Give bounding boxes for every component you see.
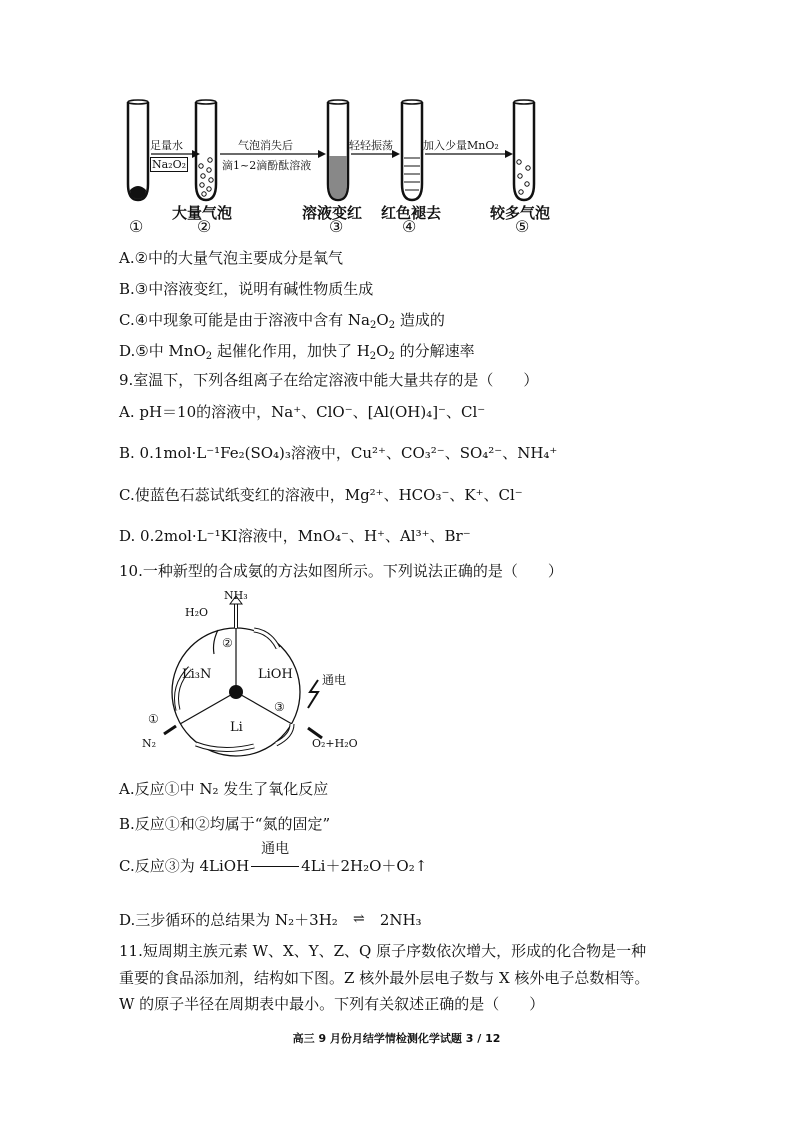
fig-electrolysis-label: 通电 [322,673,347,687]
q8-option-d: D.⑤中 MnO$_2$ 起催化作用，加快了 $H_2O_2$ 的分解速率 [119,342,475,362]
fig-li3n-label: Li₃N [182,667,212,682]
q8-option-b: B.③中溶液变红，说明有碱性物质生成 [119,280,374,298]
fig-lioh-label: LiOH [258,667,293,682]
arrow1-bottom-label: Na₂O₂ [152,158,187,171]
q10-option-c: C.反应③为 4LiOH 通电 4Li＋2H₂O＋O₂↑ [119,841,428,875]
fig-li-label: Li [230,720,243,735]
test-tube-3 [328,100,348,200]
q9-option-c: C.使蓝色石蕊试纸变红的溶液中，Mg²⁺、HCO₃⁻、K⁺、Cl⁻ [119,486,523,504]
tube3-label: 溶液变红 [302,204,363,222]
q9-option-b: B. 0.1mol·L⁻¹Fe₂(SO₄)₃溶液中，Cu²⁺、CO₃²⁻、SO₄²⁻、NH₄⁺ [119,444,558,462]
q10-option-b: B.反应①和②均属于“氮的固定” [119,815,331,833]
fig-step1-number: ① [148,712,159,726]
tube3-number: ③ [329,217,344,236]
fig-step2-number: ② [222,636,233,650]
arrow2-bottom-label: 滴1~2滴酚酞溶液 [222,159,312,172]
q11-line-2: 重要的食品添加剂，结构如下图。Z 核外最外层电子数与 X 核外电子总数相等。 [119,969,650,987]
equilibrium-arrow: ⇌ [352,911,365,927]
test-tube-4 [402,100,422,200]
q10-option-d: D.三步循环的总结果为 N₂＋3H₂ ⇌ 2NH₃ [119,911,422,929]
q8-option-c: C.④中现象可能是由于溶液中含有 $Na_2O_2$ 造成的 [119,311,445,331]
fig-o2-h2o-label: O₂+H₂O [312,737,358,750]
test-tube-2 [196,100,216,200]
arrow4-top-label: 加入少量MnO₂ [423,139,499,152]
page-footer: 高三 9 月份月结学情检测化学试题 3 / 12 [292,1032,501,1045]
q9-stem: 9.室温下，下列各组离子在给定溶液中能大量共存的是（ ） [119,371,539,389]
fig-nh3-label: NH₃ [224,589,248,602]
q11-line-3: W 的原子半径在周期表中最小。下列有关叙述正确的是（ ） [119,995,545,1013]
tube2-label: 大量气泡 [172,204,233,222]
fig-n2-label: N₂ [142,737,157,750]
reaction-condition: 通电 [261,841,290,857]
tube1-number: ① [129,217,144,236]
fig-step3-number: ③ [274,700,285,714]
fig-h2o-label: H₂O [185,606,209,619]
arrow2-top-label: 气泡消失后 [238,139,293,152]
tube5-label: 较多气泡 [490,204,551,222]
q8-option-a: A.②中的大量气泡主要成分是氧气 [119,249,344,267]
tube4-number: ④ [402,217,417,236]
q9-option-a: A. pH＝10的溶液中，Na⁺、ClO⁻、[Al(OH)₄]⁻、Cl⁻ [119,403,486,421]
q10-stem: 10.一种新型的合成氨的方法如图所示。下列说法正确的是（ ） [119,562,563,580]
q9-option-d: D. 0.2mol·L⁻¹KI溶液中，MnO₄⁻、H⁺、Al³⁺、Br⁻ [119,527,471,545]
arrow3-top-label: 轻轻振荡 [349,139,393,152]
arrow1-top-label: 足量水 [150,139,183,152]
q11-line-1: 11.短周期主族元素 W、X、Y、Z、Q 原子序数依次增大，形成的化合物是一种 [119,942,647,960]
tube4-label: 红色褪去 [381,204,442,222]
q10-option-a: A.反应①中 N₂ 发生了氧化反应 [119,780,329,798]
test-tube-5 [514,100,534,200]
tube2-number: ② [197,217,212,236]
test-tube-1 [128,100,148,200]
tube5-number: ⑤ [515,217,530,236]
